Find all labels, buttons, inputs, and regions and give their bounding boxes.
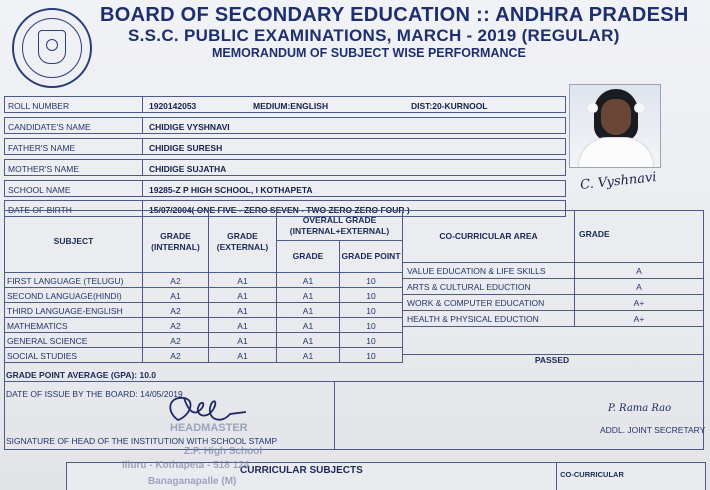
co-curricular-column-label: CO-CURRICULAR [560, 470, 624, 479]
grade-external-header: GRADE (EXTERNAL) [209, 211, 277, 273]
curricular-table-divider [556, 462, 557, 490]
co-curricular-blank [403, 327, 704, 355]
co-curricular-area: VALUE EDUCATION & LIFE SKILLS [403, 263, 575, 279]
grade-internal: A2 [143, 333, 209, 348]
roll-value: 1920142053 [149, 101, 197, 111]
subject-name: GENERAL SCIENCE [5, 333, 143, 348]
grade-internal: A2 [143, 273, 209, 288]
memo-title: MEMORANDUM OF SUBJECT WISE PERFORMANCE [212, 46, 526, 60]
school-stamp-line: Banaganapalle (M) [148, 476, 237, 487]
board-emblem-seal [12, 8, 92, 88]
grade-point: 10 [340, 318, 403, 333]
signature-divider [334, 382, 335, 450]
roll-value-cell [142, 96, 566, 113]
father-row [4, 138, 566, 155]
grade-external: A1 [209, 318, 277, 333]
name-value: CHIDIGE VYSHNAVI [142, 117, 566, 134]
issue-date: DATE OF ISSUE BY THE BOARD: 14/05/2019 [6, 389, 183, 399]
father-label: FATHER'S NAME [4, 138, 142, 155]
grade-point: 10 [340, 303, 403, 318]
overall-grade: A1 [277, 333, 340, 348]
subject-name: THIRD LANGUAGE-ENGLISH [5, 303, 143, 318]
co-curricular-header: CO-CURRICULAR AREA [403, 211, 575, 263]
grade-internal: A2 [143, 348, 209, 363]
subject-name: MATHEMATICS [5, 318, 143, 333]
grade-point: 10 [340, 348, 403, 363]
roll-label: ROLL NUMBER [4, 96, 142, 113]
school-stamp-line: HEADMASTER [170, 422, 248, 434]
joint-secretary-label: ADDL. JOINT SECRETARY [600, 425, 706, 435]
medium-value: MEDIUM:ENGLISH [253, 101, 329, 111]
school-stamp-line: Illuru - Kothapeta - 518 124 [122, 460, 250, 471]
co-curricular-grade: A [575, 263, 704, 279]
school-value: 19285-Z P HIGH SCHOOL, I KOTHAPETA [142, 180, 566, 197]
grade-external: A1 [209, 273, 277, 288]
mother-label: MOTHER'S NAME [4, 159, 142, 176]
grade-external: A1 [209, 333, 277, 348]
grade-point: 10 [340, 288, 403, 303]
board-title: BOARD OF SECONDARY EDUCATION :: ANDHRA PRADESH [100, 4, 689, 26]
co-curricular-grade: A+ [575, 311, 704, 327]
school-stamp-line: Z.P. High School [184, 446, 263, 457]
overall-grade: A1 [277, 303, 340, 318]
co-curricular-grade: A+ [575, 295, 704, 311]
candidate-signature: C. Vyshnavi [579, 170, 658, 193]
head-signature-label: SIGNATURE OF HEAD OF THE INSTITUTION WITH SCHOOL STAMP [6, 436, 278, 446]
grade-point: 10 [340, 333, 403, 348]
mother-row [4, 159, 566, 176]
grade-internal: A2 [143, 303, 209, 318]
overall-grade: A1 [277, 288, 340, 303]
grade-internal: A1 [143, 288, 209, 303]
gpa-value: GRADE POINT AVERAGE (GPA): 10.0 [6, 370, 157, 380]
grade-external: A1 [209, 303, 277, 318]
result-status: PASSED [534, 355, 570, 365]
subject-name: SOCIAL STUDIES [5, 348, 143, 363]
grade-external: A1 [209, 288, 277, 303]
co-grade-header: GRADE [575, 211, 704, 263]
overall-grade-header: OVERALL GRADE (INTERNAL+EXTERNAL) [277, 211, 403, 241]
subject-header: SUBJECT [5, 211, 143, 273]
name-row [4, 117, 566, 134]
co-curricular-grade: A [575, 279, 704, 295]
overall-grade: A1 [277, 348, 340, 363]
curricular-subjects-title: CURRICULAR SUBJECTS [240, 465, 363, 476]
overall-grade: A1 [277, 318, 340, 333]
grade-point-header: GRADE POINT [340, 241, 403, 273]
joint-secretary-signature: P. Rama Rao [608, 403, 672, 414]
grade-point: 10 [340, 273, 403, 288]
district-value: DIST:20-KURNOOL [411, 101, 488, 111]
mother-value: CHIDIGE SUJATHA [142, 159, 566, 176]
dob-label: DATE OF BIRTH [4, 200, 142, 217]
roll-row [4, 96, 566, 113]
co-curricular-area: ARTS & CULTURAL EDUCTION [403, 279, 575, 295]
grade-internal-header: GRADE (INTERNAL) [143, 211, 209, 273]
school-row [4, 180, 566, 197]
grade-external: A1 [209, 348, 277, 363]
co-curricular-area: WORK & COMPUTER EDUCATION [403, 295, 575, 311]
subject-name: FIRST LANGUAGE (TELUGU) [5, 273, 143, 288]
exam-title: S.S.C. PUBLIC EXAMINATIONS, MARCH - 2019 (REGULAR) [128, 26, 620, 45]
overall-grade-subheader: GRADE [277, 241, 340, 273]
candidate-photo [569, 84, 661, 168]
father-value: CHIDIGE SURESH [142, 138, 566, 155]
grade-internal: A2 [143, 318, 209, 333]
name-label: CANDIDATE'S NAME [4, 117, 142, 134]
co-curricular-area: HEALTH & PHYSICAL EDUCTION [403, 311, 575, 327]
subject-name: SECOND LANGUAGE(HINDI) [5, 288, 143, 303]
overall-grade: A1 [277, 273, 340, 288]
school-label: SCHOOL NAME [4, 180, 142, 197]
dob-value: 15/07/2004( ONE FIVE - ZERO SEVEN - TWO ZERO ZERO FOUR ) [142, 200, 566, 217]
